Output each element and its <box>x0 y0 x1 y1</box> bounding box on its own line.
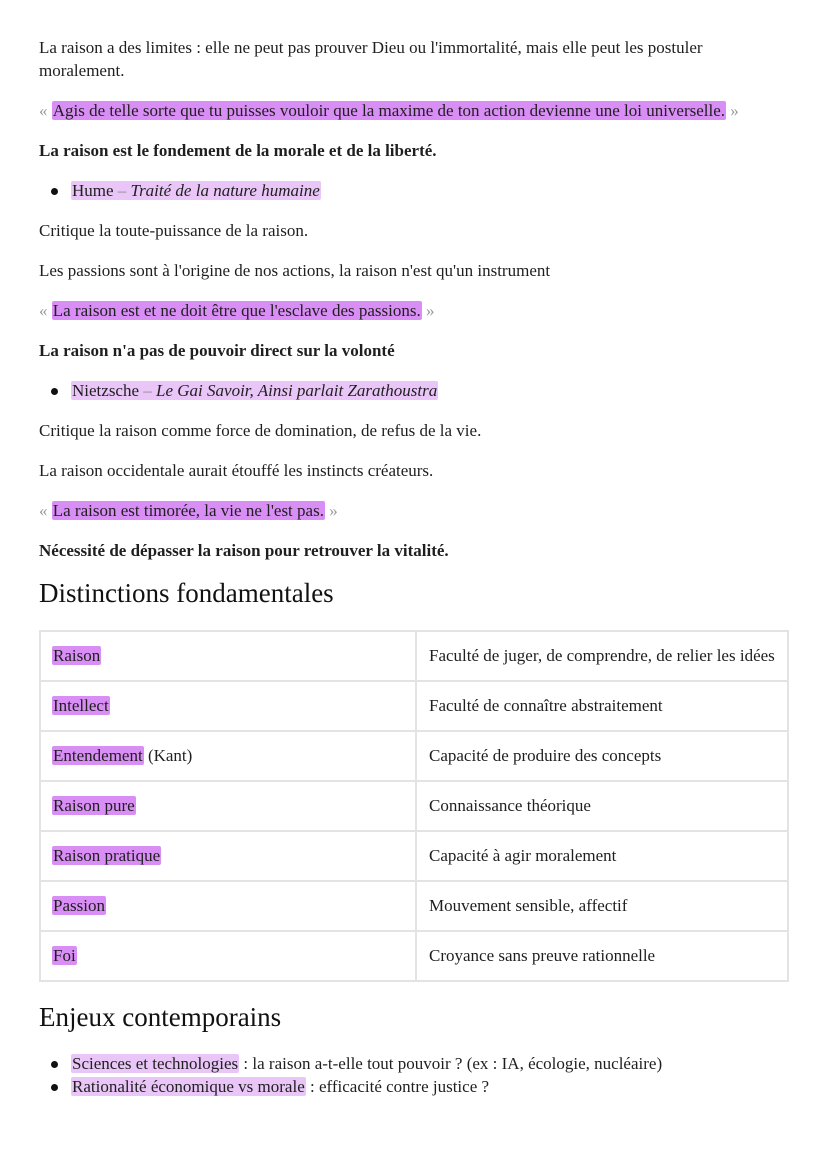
table-row <box>40 931 788 981</box>
quote-close-mark: » <box>421 301 435 320</box>
nietzsche-work-title: Le Gai Savoir, Ainsi parlait Zarathoustra <box>156 381 438 400</box>
hume-line-2: Les passions sont à l'origine de nos actions, la raison n'est qu'un instrument <box>39 261 551 280</box>
term-highlight: Entendement <box>53 746 143 765</box>
nietzsche-line-2: La raison occidentale aurait étouffé les instincts créateurs. <box>39 461 434 480</box>
enjeux-heading: Enjeux contemporains <box>39 1002 282 1032</box>
table-cell-term <box>40 781 416 831</box>
nietzsche-conclusion: Nécessité de dépasser la raison pour retrouver la vitalité. <box>39 541 449 560</box>
table-cell-definition: Mouvement sensible, affectif <box>416 881 788 931</box>
quote-open-mark: « <box>39 301 52 320</box>
table-row <box>40 881 788 931</box>
term-highlight: Passion <box>53 896 105 915</box>
hume-quote-text: La raison est et ne doit être que l'esclave des passions. <box>52 301 421 320</box>
hume-line-1: Critique la toute-puissance de la raison. <box>39 221 309 240</box>
enjeux-item <box>71 1052 788 1075</box>
table-cell-term <box>40 931 416 981</box>
term-highlight: Raison pratique <box>53 846 161 865</box>
hume-author-item <box>71 179 788 202</box>
table-cell-term <box>40 881 416 931</box>
quote-open-mark: « <box>39 501 52 520</box>
table-row <box>40 731 788 781</box>
hume-work-title: Traité de la nature humaine <box>130 181 320 200</box>
enjeux-term: Sciences et technologies <box>72 1054 239 1073</box>
hume-quote <box>39 299 788 322</box>
table-cell-definition: Faculté de juger, de comprendre, de relier les idées <box>416 631 788 681</box>
table-row <box>40 631 788 681</box>
nietzsche-author-list <box>39 379 788 402</box>
table-cell-definition: Capacité de produire des concepts <box>416 731 788 781</box>
term-highlight: Intellect <box>53 696 109 715</box>
term-suffix: (Kant) <box>143 746 193 765</box>
table-cell-term <box>40 681 416 731</box>
table-row <box>40 681 788 731</box>
table-cell-definition: Capacité à agir moralement <box>416 831 788 881</box>
nietzsche-dash: – <box>139 381 157 400</box>
hume-author-name: Hume <box>72 181 114 200</box>
distinctions-table <box>39 630 789 982</box>
quote-open-mark: « <box>39 101 52 120</box>
table-cell-definition: Faculté de connaître abstraitement <box>416 681 788 731</box>
nietzsche-quote <box>39 499 788 522</box>
table-cell-term <box>40 731 416 781</box>
nietzsche-line-1: Critique la raison comme force de domination, de refus de la vie. <box>39 421 482 440</box>
kant-quote <box>39 99 788 122</box>
distinctions-heading: Distinctions fondamentales <box>39 578 334 608</box>
kant-quote-text: Agis de telle sorte que tu puisses vouloir que la maxime de ton action devienne une loi universelle. <box>52 101 726 120</box>
enjeux-term: Rationalité économique vs morale <box>72 1077 305 1096</box>
nietzsche-author-name: Nietzsche <box>72 381 140 400</box>
enjeux-text: : efficacité contre justice ? <box>305 1077 490 1096</box>
table-cell-definition: Connaissance théorique <box>416 781 788 831</box>
nietzsche-author-item <box>71 379 788 402</box>
enjeux-list <box>39 1052 788 1098</box>
table-row <box>40 781 788 831</box>
term-highlight: Raison <box>53 646 101 665</box>
enjeux-text: : la raison a-t-elle tout pouvoir ? (ex : IA, écologie, nucléaire) <box>239 1054 663 1073</box>
table-cell-term <box>40 631 416 681</box>
hume-author-highlight <box>71 181 321 200</box>
table-cell-term <box>40 831 416 881</box>
table-row <box>40 831 788 881</box>
term-highlight: Raison pure <box>53 796 135 815</box>
term-highlight: Foi <box>53 946 76 965</box>
quote-close-mark: » <box>324 501 338 520</box>
kant-conclusion: La raison est le fondement de la morale et de la liberté. <box>39 141 437 160</box>
nietzsche-quote-text: La raison est timorée, la vie ne l'est pas. <box>52 501 324 520</box>
hume-author-list <box>39 179 788 202</box>
nietzsche-author-highlight <box>71 381 438 400</box>
hume-conclusion: La raison n'a pas de pouvoir direct sur la volonté <box>39 341 395 360</box>
enjeux-item <box>71 1075 788 1098</box>
kant-limits-paragraph: La raison a des limites : elle ne peut pas prouver Dieu ou l'immortalité, mais elle peut les postuler moralement. <box>39 38 703 80</box>
hume-dash: – <box>113 181 131 200</box>
quote-close-mark: » <box>726 101 739 120</box>
table-cell-definition: Croyance sans preuve rationnelle <box>416 931 788 981</box>
